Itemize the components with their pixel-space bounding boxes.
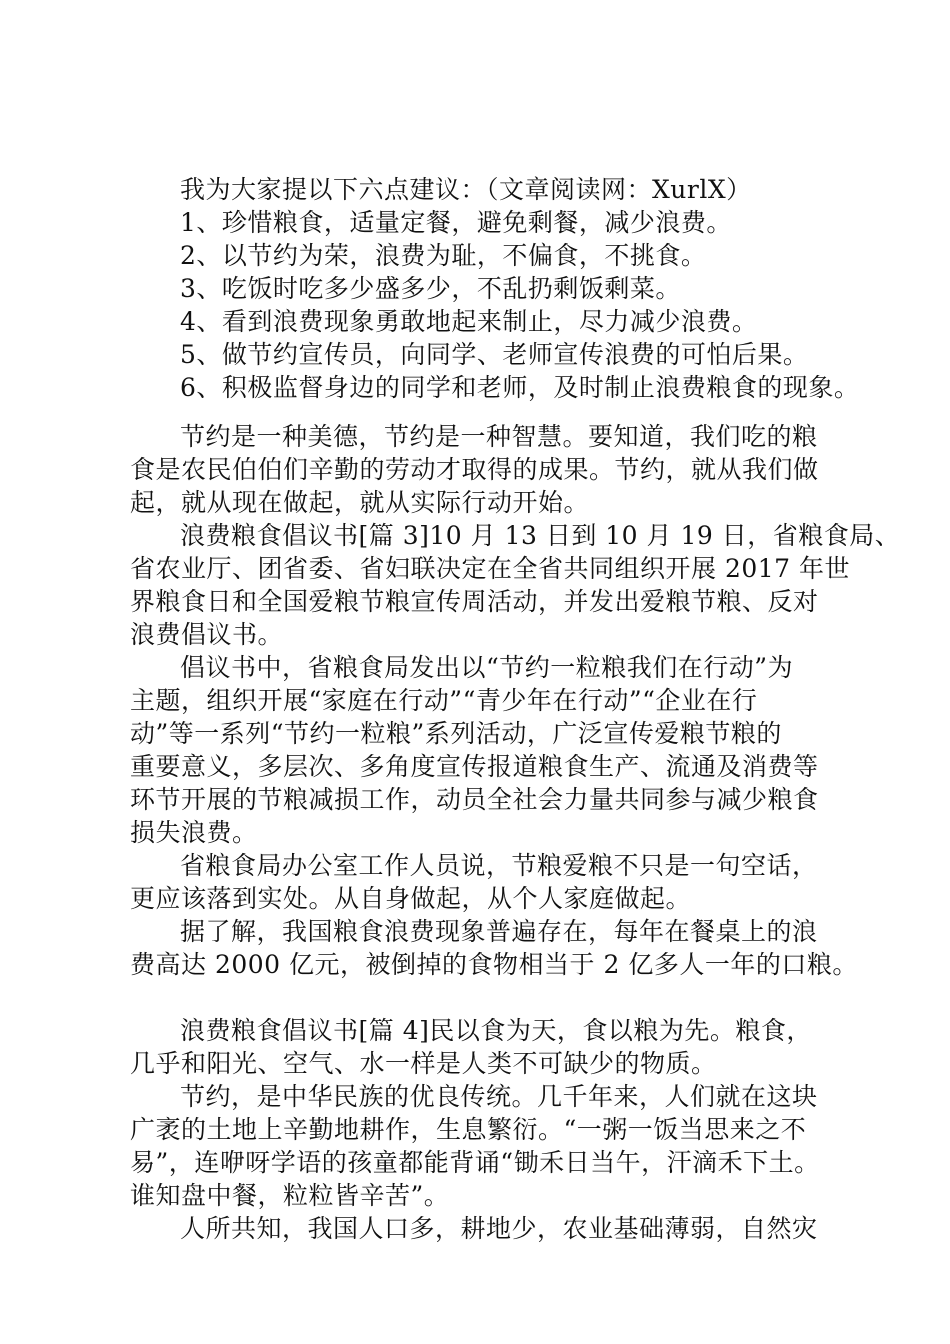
paragraph-line: 人所共知，我国人口多，耕地少，农业基础薄弱，自然灾 xyxy=(180,1214,818,1243)
paragraph-line: 节约，是中华民族的优良传统。几千年来，人们就在这块 xyxy=(180,1082,818,1111)
paragraph-line: 易”，连咿呀学语的孩童都能背诵“锄禾日当午，汗滴禾下土。 xyxy=(130,1148,820,1177)
paragraph-line: 省农业厅、团省委、省妇联决定在全省共同组织开展 2017 年世 xyxy=(130,554,851,583)
paragraph-line: 倡议书中，省粮食局发出以“节约一粒粮我们在行动”为 xyxy=(180,653,794,682)
paragraph-line: 浪费倡议书。 xyxy=(130,620,284,649)
paragraph-line: 动”等一系列“节约一粒粮”系列活动，广泛宣传爱粮节粮的 xyxy=(130,719,782,748)
paragraph-line: 起，就从现在做起，就从实际行动开始。 xyxy=(130,488,590,517)
paragraph-line: 浪费粮食倡议书[篇 4]民以食为天，食以粮为先。粮食， xyxy=(180,1016,812,1045)
paragraph-line: 环节开展的节粮减损工作，动员全社会力量共同参与减少粮食 xyxy=(130,785,819,814)
paragraph-line: 谁知盘中餐，粒粒皆辛苦”。 xyxy=(130,1181,450,1210)
paragraph-line: 损失浪费。 xyxy=(130,818,258,847)
proposal-item-2: 2、以节约为荣，浪费为耻，不偏食，不挑食。 xyxy=(180,241,707,270)
paragraph-line: 广袤的土地上辛勤地耕作，生息繁衍。“一粥一饭当思来之不 xyxy=(130,1115,807,1144)
paragraph-line: 费高达 2000 亿元，被倒掉的食物相当于 2 亿多人一年的口粮。 xyxy=(130,950,858,979)
paragraph-line: 更应该落到实处。从自身做起，从个人家庭做起。 xyxy=(130,884,692,913)
paragraph-line: 节约是一种美德，节约是一种智慧。要知道，我们吃的粮 xyxy=(180,422,818,451)
proposal-item-6: 6、积极监督身边的同学和老师，及时制止浪费粮食的现象。 xyxy=(180,373,860,402)
proposal-item-3: 3、吃饭时吃多少盛多少，不乱扔剩饭剩菜。 xyxy=(180,274,681,303)
paragraph-line: 据了解，我国粮食浪费现象普遍存在，每年在餐桌上的浪 xyxy=(180,917,818,946)
paragraph-line: 几乎和阳光、空气、水一样是人类不可缺少的物质。 xyxy=(130,1049,717,1078)
paragraph-line: 主题，组织开展“家庭在行动”“青少年在行动”“企业在行 xyxy=(130,686,758,715)
paragraph-line: 浪费粮食倡议书[篇 3]10 月 13 日到 10 月 19 日，省粮食局、 xyxy=(180,521,901,550)
proposal-intro-line: 我为大家提以下六点建议：（文章阅读网：XurlX） xyxy=(180,175,752,204)
paragraph-line: 省粮食局办公室工作人员说，节粮爱粮不只是一句空话， xyxy=(180,851,818,880)
paragraph-line: 界粮食日和全国爱粮节粮宣传周活动，并发出爱粮节粮、反对 xyxy=(130,587,819,616)
proposal-item-4: 4、看到浪费现象勇敢地起来制止，尽力减少浪费。 xyxy=(180,307,758,336)
paragraph-line: 重要意义，多层次、多角度宣传报道粮食生产、流通及消费等 xyxy=(130,752,819,781)
paragraph-line: 食是农民伯伯们辛勤的劳动才取得的成果。节约，就从我们做 xyxy=(130,455,819,484)
proposal-item-5: 5、做节约宣传员，向同学、老师宣传浪费的可怕后果。 xyxy=(180,340,809,369)
proposal-item-1: 1、珍惜粮食，适量定餐，避免剩餐，减少浪费。 xyxy=(180,208,732,237)
